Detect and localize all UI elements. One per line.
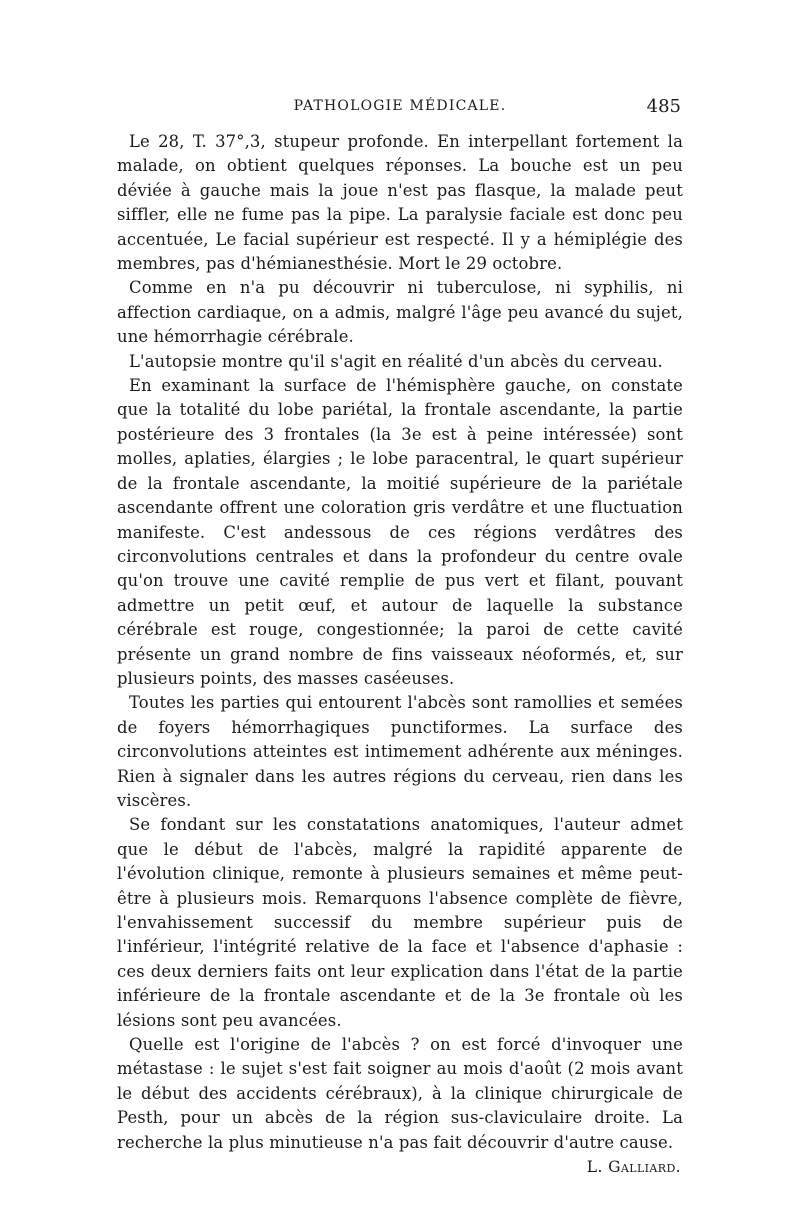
- paragraph-origin: Quelle est l'origine de l'abcès ? on est forcé d'invoquer une métastase : le sujet s'est fait soigner au mois d'août (2 mois avant le début des accidents cérébraux), à la clinique chirurgicale de Pesth, pour un abcès de la région sus-claviculaire droite. La recherche la plus minutieuse n'a pas fait découvrir d'autre cause.: [117, 1035, 683, 1152]
- paragraph-clinical-course: Le 28, T. 37°,3, stupeur profonde. En interpellant fortement la malade, on obtient quelques réponses. La bouche est un peu déviée à gauche mais la joue n'est pas flasque, la malade peut siffler, elle ne fume pas la pipe. La paralysie faciale est donc peu accentuée, Le facial supérieur est respecté. Il y a hémiplégie des membres, pas d'hémianesthésie. Mort le 29 octobre.: [117, 132, 683, 274]
- paragraph-initial-diagnosis: Comme en n'a pu découvrir ni tuberculose, ni syphilis, ni affection cardiaque, on a admis, malgré l'âge peu avancé du sujet, une hémorrhagie cérébrale.: [117, 278, 683, 347]
- paragraph-autopsy-findings: En examinant la surface de l'hémisphère gauche, on constate que la totalité du lobe pariétal, la frontale ascendante, la partie postérieure des 3 frontales (la 3e est à peine intéressée) sont molles, aplaties, élargies ; le lobe paracentral, le quart supérieur de la frontale ascendante, la moitié supérieure de la pariétale ascendante offrent une coloration gris verdâtre et une fluctuation manifeste. C'est andessous de ces régions verdâtres des circonvolutions centrales et dans la profondeur du centre ovale qu'on trouve une cavité remplie de pus vert et filant, pouvant admettre un petit œuf, et autour de laquelle la substance cérébrale est rouge, congestionnée; la paroi de cette cavité présente un grand nombre de fins vaisseaux néoformés, et, sur plusieurs points, des masses caséeuses.: [117, 376, 683, 688]
- paragraph-autopsy-summary: L'autopsie montre qu'il s'agit en réalité d'un abcès du cerveau.: [129, 351, 663, 371]
- body-text: [117, 130, 683, 1179]
- document-page: [117, 96, 683, 1179]
- author-signature: L. Galliard.: [586, 1158, 681, 1177]
- paragraph-surrounding-tissue: Toutes les parties qui entourent l'abcès sont ramollies et semées de foyers hémorrhagiques punctiformes. La surface des circonvolutions atteintes est intimement adhérente aux méninges. Rien à signaler dans les autres régions du cerveau, rien dans les viscères.: [117, 693, 683, 810]
- page-header: [117, 96, 683, 126]
- paragraph-interpretation: Se fondant sur les constatations anatomiques, l'auteur admet que le début de l'abcès, malgré la rapidité apparente de l'évolution clinique, remonte à plusieurs semaines et même peut-être à plusieurs mois. Remarquons l'absence complète de fièvre, l'envahissement successif du membre supérieur puis de l'inférieur, l'intégrité relative de la face et l'absence d'aphasie : ces deux derniers faits ont leur explication dans l'état de la partie inférieure de la frontale ascendante et de la 3e frontale où les lésions sont peu avancées.: [117, 815, 683, 1030]
- running-title: PATHOLOGIE MÉDICALE.: [293, 98, 507, 114]
- page-number: 485: [646, 96, 681, 117]
